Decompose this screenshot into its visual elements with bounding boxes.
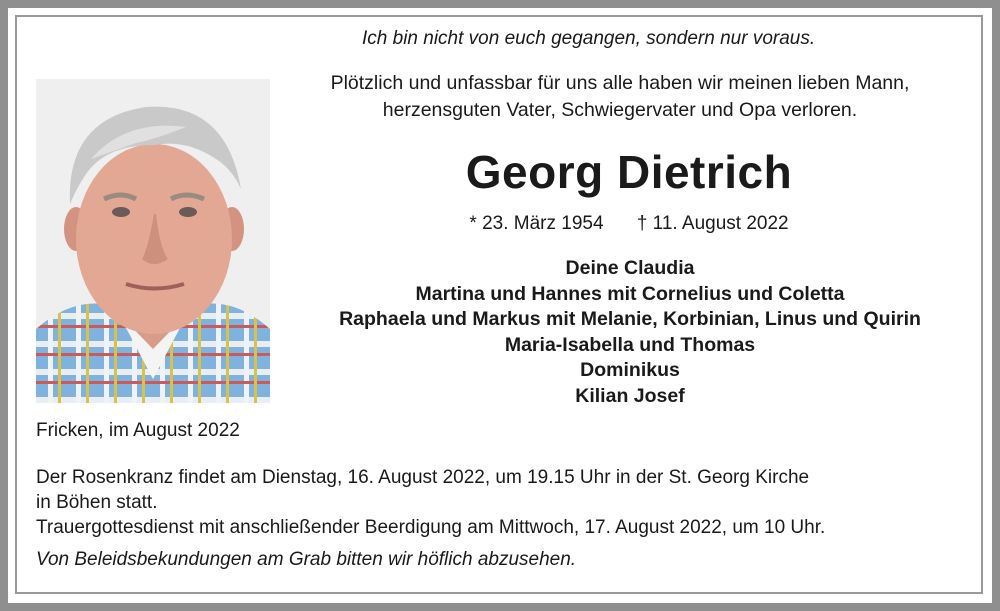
service-info: [36, 465, 966, 540]
service-line: in Böhen statt.: [36, 492, 158, 513]
family-line: Raphaela und Markus mit Melanie, Korbinian, Linus und Quirin: [339, 308, 921, 330]
life-dates: [300, 213, 958, 235]
motto: Ich bin nicht von euch gegangen, sondern nur voraus.: [362, 28, 816, 49]
intro-text: [270, 70, 970, 124]
family-line: Dominikus: [580, 359, 680, 381]
intro-line: herzensguten Vater, Schwiegervater und Opa verloren.: [382, 99, 858, 121]
family-line: Martina und Hannes mit Cornelius und Coletta: [415, 282, 845, 305]
service-line: Trauergottesdienst mit anschließender Beerdigung am Mittwoch, 17. August 2022, um 10 Uhr.: [36, 517, 826, 538]
service-line: Der Rosenkranz findet am Dienstag, 16. August 2022, um 19.15 Uhr in der St. Georg Kirche: [36, 467, 810, 488]
place-date: Fricken, im August 2022: [36, 420, 240, 441]
family-line: Maria-Isabella und Thomas: [504, 333, 756, 356]
family-line: Kilian Josef: [575, 384, 685, 407]
family-line: Deine Claudia: [565, 257, 695, 279]
intro-line: Plötzlich und unfassbar für uns alle haben wir meinen lieben Mann,: [330, 72, 910, 94]
family-list: [280, 256, 980, 409]
death-date: † 11. August 2022: [636, 213, 789, 234]
portrait-photo: [36, 79, 270, 403]
deceased-name: Georg Dietrich: [465, 146, 793, 198]
closing-note: Von Beleidsbekundungen am Grab bitten wir höflich abzusehen.: [36, 549, 577, 570]
birth-date: * 23. März 1954: [469, 213, 604, 234]
